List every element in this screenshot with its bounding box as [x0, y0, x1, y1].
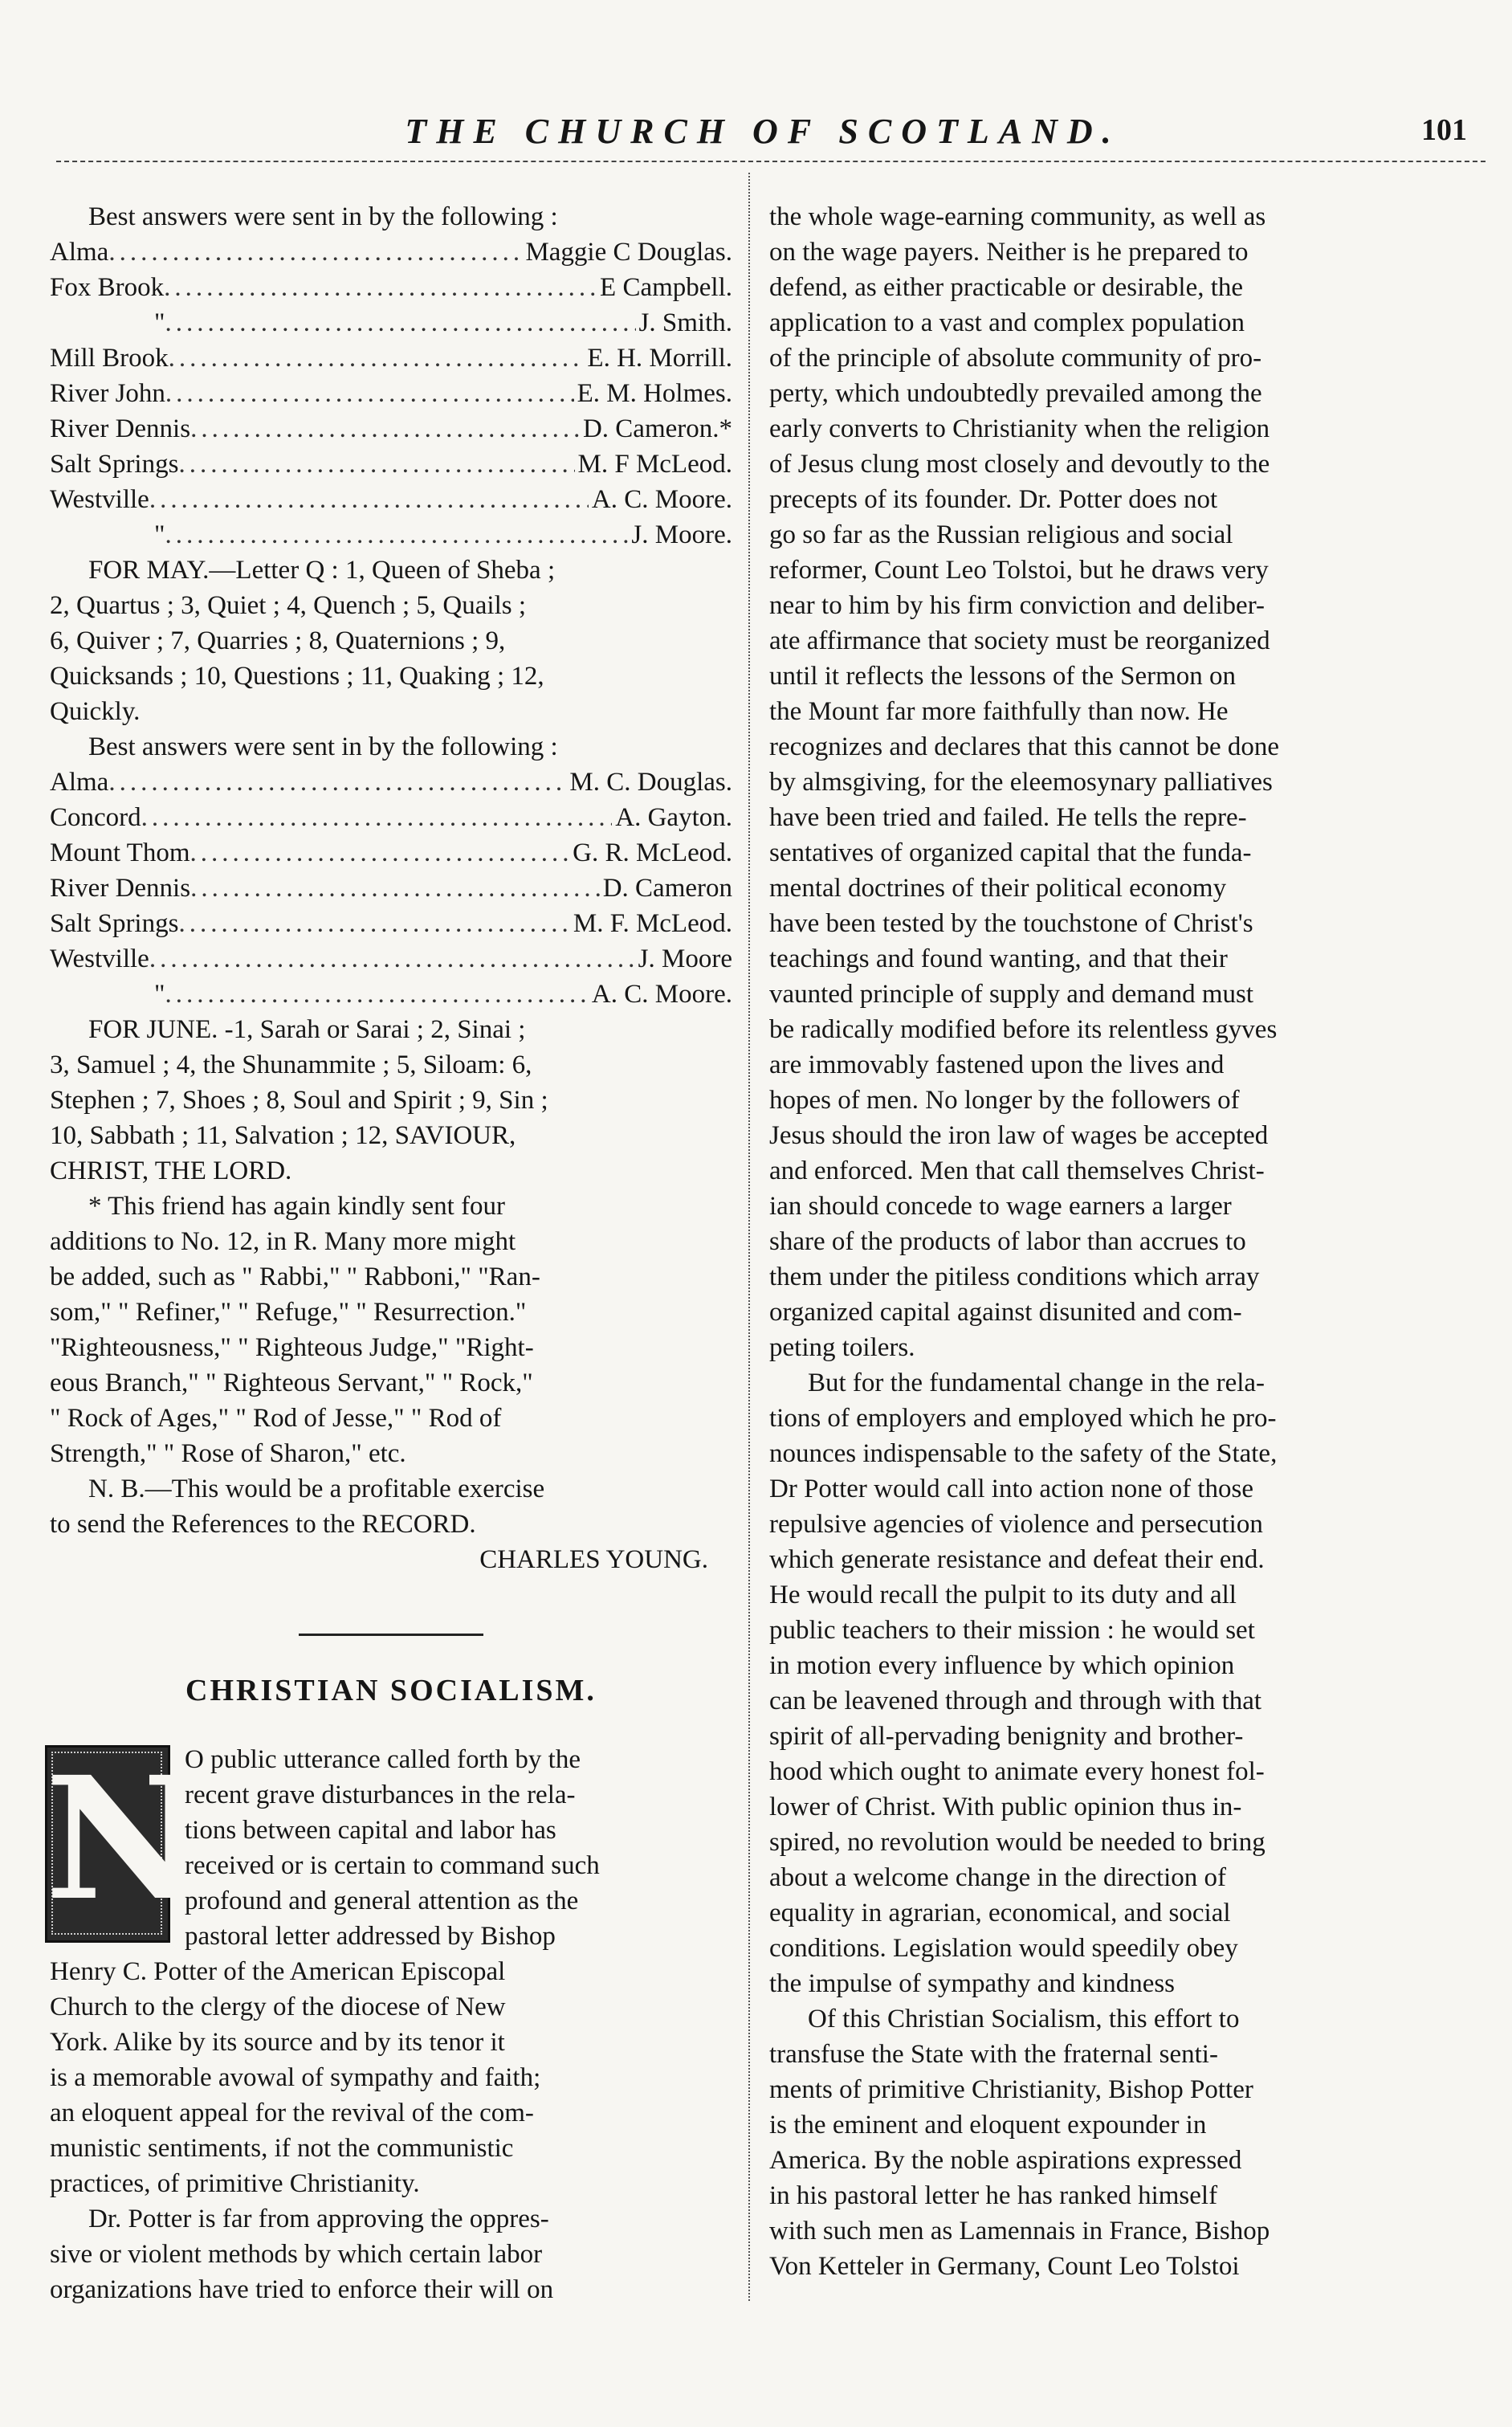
leader-dots — [149, 482, 589, 517]
text-line: hood which ought to animate every honest fol- — [769, 1757, 1265, 1786]
text-line: public teachers to their mission : he would set — [769, 1616, 1255, 1645]
text-line: York. Alike by its source and by its tenor it — [50, 2028, 505, 2057]
text-line: the impulse of sympathy and kindness — [769, 1969, 1176, 1998]
answerer-name: E. H. Morrill. — [587, 344, 732, 373]
answerer-name: E. M. Holmes. — [577, 379, 732, 408]
list-item — [50, 482, 732, 517]
dropcap-letter: N — [45, 1740, 199, 1938]
text-line: ments of primitive Christianity, Bishop Potter — [769, 2075, 1253, 2104]
text-line: He would recall the pulpit to its duty and all — [769, 1581, 1237, 1609]
text-line: precepts of its founder. Dr. Potter does not — [769, 485, 1218, 514]
text-line: be radically modified before its relentless gyves — [769, 1015, 1278, 1044]
text-line: defend, as either practicable or desirable, the — [769, 273, 1244, 302]
leader-dots — [178, 447, 574, 482]
right-column — [769, 199, 1468, 2284]
leader-dots — [178, 906, 569, 941]
text-line: teachings and found wanting, and that their — [769, 944, 1228, 973]
text-line: practices, of primitive Christianity. — [50, 2169, 420, 2198]
list-item — [50, 411, 732, 447]
text-line: nounces indispensable to the safety of the State, — [769, 1439, 1278, 1468]
text-line: reformer, Count Leo Tolstoi, but he draws very — [769, 556, 1269, 585]
text-line: about a welcome change in the direction of — [769, 1863, 1227, 1892]
text-line: FOR JUNE. -1, Sarah or Sarai ; 2, Sinai ; — [88, 1015, 526, 1044]
right-paragraph-1 — [769, 199, 1468, 1365]
text-line: Church to the clergy of the diocese of New — [50, 1993, 506, 2021]
text-line: organized capital against disunited and com- — [769, 1298, 1242, 1327]
text-line: O public utterance called forth by the — [185, 1745, 581, 1774]
text-line: ian should concede to wage earners a larger — [769, 1192, 1232, 1221]
section-rule — [299, 1634, 483, 1636]
text-line: vaunted principle of supply and demand must — [769, 980, 1254, 1009]
text-line: be added, such as " Rabbi," " Rabboni," "Ran- — [50, 1262, 540, 1291]
text-line: are immovably fastened upon the lives and — [769, 1050, 1225, 1079]
text-line: Strength," " Rose of Sharon," etc. — [50, 1439, 406, 1468]
text-line: som," " Refiner," " Refuge," " Resurrection." — [50, 1298, 527, 1327]
text-line: Quickly. — [50, 697, 141, 726]
list-item — [50, 871, 732, 906]
page-number: 101 — [1421, 113, 1467, 147]
answerer-name: E Campbell. — [600, 273, 732, 302]
list-item — [50, 376, 732, 411]
text-line: of the principle of absolute community of pro- — [769, 344, 1262, 373]
text-line: is the eminent and eloquent expounder in — [769, 2111, 1207, 2139]
text-line: have been tried and failed. He tells the repre- — [769, 803, 1247, 832]
list-item — [50, 447, 732, 482]
text-line: 6, Quiver ; 7, Quarries ; 8, Quaternions ; 9, — [50, 626, 506, 655]
text-line: equality in agrarian, economical, and social — [769, 1899, 1231, 1927]
answers-intro-june: Best answers were sent in by the following : — [88, 732, 558, 761]
place-name: Mill Brook — [50, 344, 169, 373]
text-line: But for the fundamental change in the rela- — [808, 1369, 1265, 1397]
text-line: is a memorable avowal of sympathy and faith; — [50, 2063, 541, 2092]
leader-dots — [149, 941, 635, 977]
text-line: sive or violent methods by which certain labor — [50, 2240, 543, 2269]
answerer-name: J. Moore. — [631, 520, 732, 549]
page-header — [0, 0, 1512, 161]
text-line: peting toilers. — [769, 1333, 915, 1362]
answers-list-june — [50, 765, 732, 1012]
leader-dots — [108, 235, 522, 270]
answerer-name: G. R. McLeod. — [573, 838, 732, 867]
list-item — [50, 941, 732, 977]
place-name: River Dennis — [50, 874, 191, 903]
list-item — [50, 800, 732, 835]
may-answers — [50, 553, 732, 729]
place-name: Salt Springs — [50, 909, 179, 938]
text-line: have been tested by the touchstone of Christ's — [769, 909, 1253, 938]
text-line: 2, Quartus ; 3, Quiet ; 4, Quench ; 5, Quails ; — [50, 591, 527, 620]
leader-dots — [190, 835, 570, 871]
text-line: mental doctrines of their political economy — [769, 874, 1227, 903]
answerer-name: Maggie C Douglas. — [525, 238, 732, 267]
text-line: conditions. Legislation would speedily obey — [769, 1934, 1238, 1963]
leader-dots — [165, 376, 574, 411]
text-line: perty, which undoubtedly prevailed among the — [769, 379, 1262, 408]
list-item — [50, 341, 732, 376]
header-rule — [56, 161, 1486, 162]
place-name: " — [154, 308, 165, 337]
june-answers — [50, 1012, 732, 1189]
text-line: Dr. Potter is far from approving the oppres- — [88, 2205, 549, 2233]
text-line: in motion every influence by which opinion — [769, 1651, 1235, 1680]
place-name: Salt Springs — [50, 450, 179, 479]
place-name: Alma — [50, 238, 109, 267]
text-line: pastoral letter addressed by Bishop — [185, 1922, 556, 1951]
answerer-name: A. C. Moore. — [591, 485, 732, 514]
text-line: early converts to Christianity when the religion — [769, 414, 1270, 443]
list-item — [50, 305, 732, 341]
text-line: organizations have tried to enforce their will on — [50, 2275, 554, 2304]
text-line: Stephen ; 7, Shoes ; 8, Soul and Spirit ; 9, Sin ; — [50, 1086, 548, 1115]
text-line: until it reflects the lessons of the Sermon on — [769, 662, 1237, 691]
text-line: America. By the noble aspirations expressed — [769, 2146, 1242, 2175]
text-line: in his pastoral letter he has ranked himself — [769, 2181, 1218, 2210]
place-name: " — [154, 520, 165, 549]
text-line: Dr Potter would call into action none of those — [769, 1475, 1254, 1503]
list-item — [50, 270, 732, 305]
leader-dots — [108, 765, 566, 800]
text-line: 10, Sabbath ; 11, Salvation ; 12, SAVIOUR, — [50, 1121, 516, 1150]
place-name: Westville — [50, 485, 149, 514]
dropcap-ornament — [45, 1740, 199, 1946]
text-line: " Rock of Ages," " Rod of Jesse," " Rod of — [50, 1404, 502, 1433]
footnote — [50, 1189, 732, 1471]
text-line: FOR MAY.—Letter Q : 1, Queen of Sheba ; — [88, 556, 556, 585]
text-line: go so far as the Russian religious and social — [769, 520, 1233, 549]
leader-dots — [165, 517, 628, 553]
section-title: CHRISTIAN SOCIALISM. — [185, 1674, 597, 1707]
place-name: River John — [50, 379, 165, 408]
place-name: River Dennis — [50, 414, 191, 443]
text-line: additions to No. 12, in R. Many more might — [50, 1227, 516, 1256]
answerer-name: M. F. McLeod. — [573, 909, 732, 938]
column-divider — [748, 173, 750, 2301]
list-item — [50, 906, 732, 941]
text-line: tions of employers and employed which he pro- — [769, 1404, 1277, 1433]
signature: CHARLES YOUNG. — [479, 1545, 708, 1574]
text-line: near to him by his firm conviction and deliber- — [769, 591, 1265, 620]
text-line: with such men as Lamennais in France, Bishop — [769, 2217, 1270, 2245]
text-line: sentatives of organized capital that the funda- — [769, 838, 1252, 867]
leader-dots — [165, 977, 588, 1012]
right-paragraph-3 — [769, 2001, 1468, 2284]
text-line: Jesus should the iron law of wages be accepted — [769, 1121, 1269, 1150]
text-line: N. B.—This would be a profitable exercise — [88, 1475, 545, 1503]
text-line: Of this Christian Socialism, this effort to — [808, 2005, 1240, 2033]
text-line: an eloquent appeal for the revival of the com- — [50, 2099, 534, 2127]
text-line: by almsgiving, for the eleemosynary palliatives — [769, 768, 1273, 797]
list-item — [50, 517, 732, 553]
list-item — [50, 977, 732, 1012]
answerer-name: A. C. Moore. — [591, 980, 732, 1009]
text-line: received or is certain to command such — [185, 1851, 600, 1880]
leader-dots — [190, 871, 600, 906]
text-line: and enforced. Men that call themselves Christ- — [769, 1156, 1265, 1185]
text-line: repulsive agencies of violence and persecution — [769, 1510, 1263, 1539]
article-paragraph-2 — [50, 2201, 732, 2307]
place-name: Fox Brook — [50, 273, 165, 302]
leader-dots — [165, 305, 635, 341]
text-line: "Righteousness," " Righteous Judge," "Right- — [50, 1333, 534, 1362]
text-line: can be leavened through and through with that — [769, 1687, 1262, 1715]
answerer-name: A. Gayton. — [615, 803, 732, 832]
answerer-name: J. Smith. — [638, 308, 732, 337]
answerer-name: M. F McLeod. — [577, 450, 732, 479]
running-title: THE CHURCH OF SCOTLAND. — [405, 112, 1121, 151]
text-line: Henry C. Potter of the American Episcopal — [50, 1957, 506, 1986]
text-line: spirit of all-pervading benignity and brother- — [769, 1722, 1244, 1751]
text-line: tions between capital and labor has — [185, 1816, 556, 1845]
answerer-name: M. C. Douglas. — [569, 768, 732, 797]
text-line: of Jesus clung most closely and devoutly to the — [769, 450, 1270, 479]
place-name: Alma — [50, 768, 109, 797]
text-line: which generate resistance and defeat their end. — [769, 1545, 1265, 1574]
answers-intro-may: Best answers were sent in by the following : — [88, 202, 558, 231]
leader-dots — [190, 411, 580, 447]
text-line: to send the References to the RECORD. — [50, 1510, 476, 1539]
text-line: munistic sentiments, if not the communistic — [50, 2134, 514, 2163]
text-line: transfuse the State with the fraternal senti- — [769, 2040, 1218, 2069]
left-column — [45, 199, 732, 2307]
answers-list-may — [50, 235, 732, 553]
text-line: application to a vast and complex population — [769, 308, 1245, 337]
place-name: Westville — [50, 944, 149, 973]
text-line: on the wage payers. Neither is he prepared to — [769, 238, 1249, 267]
text-line: Quicksands ; 10, Questions ; 11, Quaking ; 12, — [50, 662, 544, 691]
text-line: CHRIST, THE LORD. — [50, 1156, 292, 1185]
text-line: 3, Samuel ; 4, the Shunammite ; 5, Siloam: 6, — [50, 1050, 532, 1079]
answerer-name: D. Cameron — [602, 874, 732, 903]
leader-dots — [164, 270, 597, 305]
leader-dots — [141, 800, 613, 835]
leader-dots — [169, 341, 585, 376]
text-line: the whole wage-earning community, as well as — [769, 202, 1266, 231]
place-name: Concord — [50, 803, 141, 832]
text-line: spired, no revolution would be needed to bring — [769, 1828, 1265, 1857]
nota-bene — [50, 1471, 732, 1542]
text-line: eous Branch," " Righteous Servant," " Rock," — [50, 1369, 533, 1397]
list-item — [50, 235, 732, 270]
text-line: * This friend has again kindly sent four — [88, 1192, 506, 1221]
text-line: the Mount far more faithfully than now. He — [769, 697, 1229, 726]
text-line: recent grave disturbances in the rela- — [185, 1780, 576, 1809]
place-name: " — [154, 980, 165, 1009]
right-paragraph-2 — [769, 1365, 1468, 2001]
list-item — [50, 765, 732, 800]
answerer-name: D. Cameron.* — [582, 414, 732, 443]
text-line: recognizes and declares that this cannot be done — [769, 732, 1279, 761]
text-line: lower of Christ. With public opinion thus in- — [769, 1793, 1242, 1821]
text-line: profound and general attention as the — [185, 1887, 579, 1915]
text-line: share of the products of labor than accrues to — [769, 1227, 1246, 1256]
text-line: ate affirmance that society must be reorganized — [769, 626, 1270, 655]
answerer-name: J. Moore — [638, 944, 732, 973]
list-item — [50, 835, 732, 871]
text-line: them under the pitiless conditions which array — [769, 1262, 1260, 1291]
text-line: Von Ketteler in Germany, Count Leo Tolstoi — [769, 2252, 1240, 2281]
text-line: hopes of men. No longer by the followers of — [769, 1086, 1240, 1115]
place-name: Mount Thom — [50, 838, 190, 867]
